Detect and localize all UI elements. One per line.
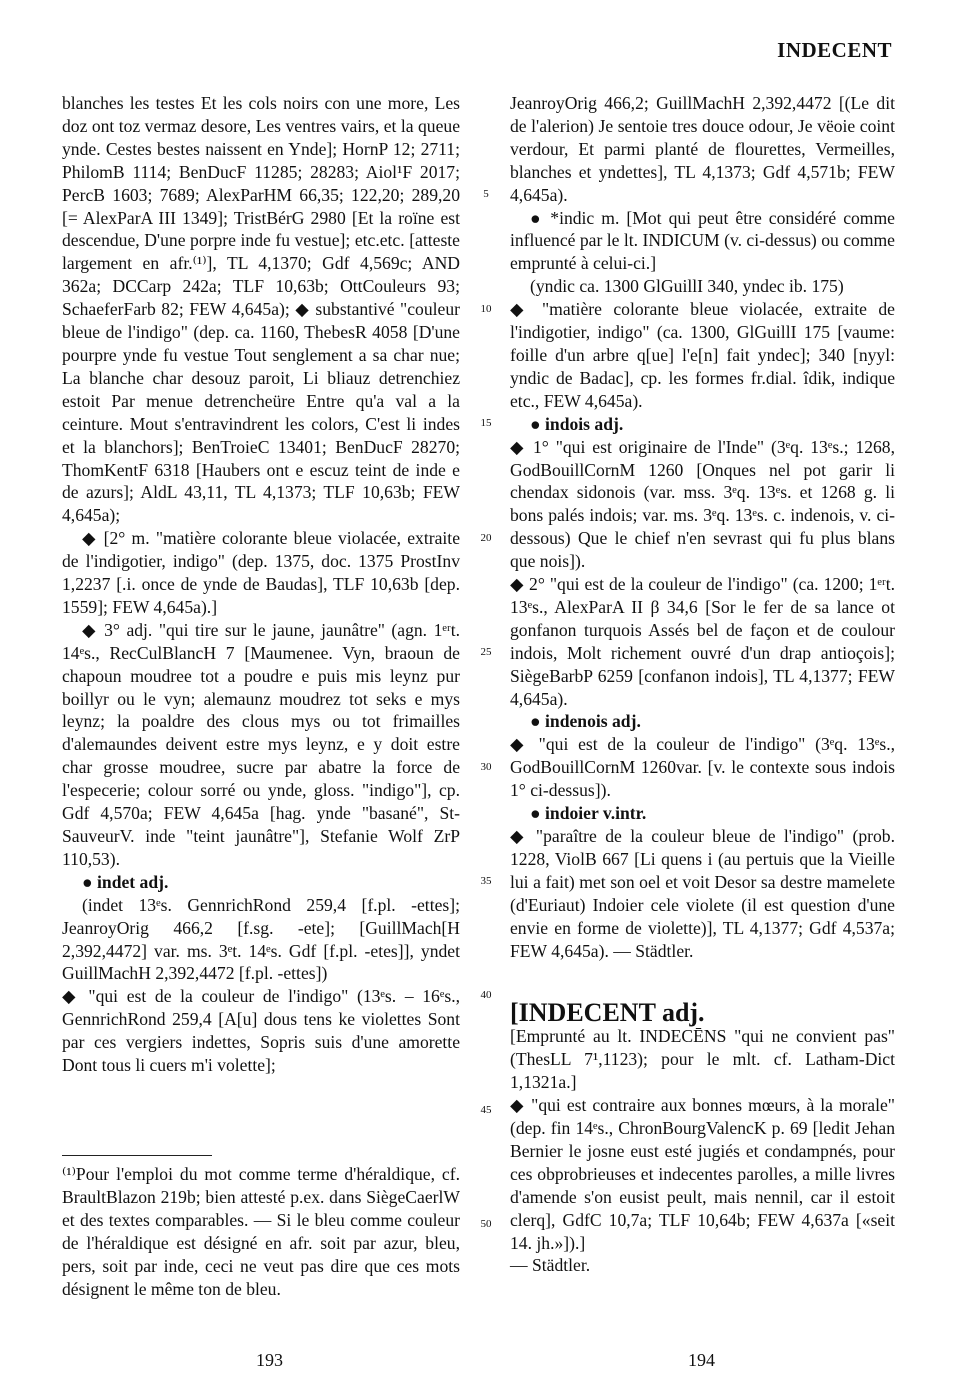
line-number: 45: [480, 1104, 492, 1116]
running-header: INDECENT: [777, 38, 892, 62]
entry-headword: ● indoier v.intr.: [530, 803, 647, 824]
line-number: 30: [480, 761, 492, 773]
line-number: 40: [480, 989, 492, 1001]
page-number-left: 193: [256, 1350, 283, 1370]
line-number: 10: [480, 303, 492, 315]
paragraph: ◆ 2° "qui est de la couleur de l'indigo" (ca. 1200; 1ᵉʳt. 13ᵉs., AlexParA II β 34,6 [Sor le fer de sa lance ot gonfanon turquois Assés bel de façon et de coulour indois, Molt richement ouvré d'un drap antioçois]; SiègeBarbP 6259 [confanon indois], TL 4,1377; FEW 4,645a).: [510, 574, 895, 709]
paragraph: ◆ "qui est de la couleur de l'indigo" (3ᵉq. 13ᵉs., GodBouillCornM 1260var. [v. le contexte sous indois 1° ci-dessus]).: [510, 734, 895, 801]
page-number-right: 194: [688, 1350, 715, 1370]
paragraph: ◆ 3° adj. "qui tire sur le jaune, jaunâtre" (agn. 1ᵉʳt. 14ᵉs., RecCulBlancH 7 [Maumenee. Vyn, braoun de chapoun moudree tot a poudre e puis mis leynz pur boillyr ou le vyn; alemaunz moudrez tot seks e mys leynz; la poaldre des clous mys ou tot frimailles d'alemaundes deivent estre mys leynz, e y doit estre char grosse moudree, sucre par abatre la force de l'especerie; colour sorré ou ynde, gloss. "indigo"], cp. Gdf 4,570a; FEW 4,645a [hag. ynde "basané", St-SauveurV. inde "teint jaunâtre"], Stefanie Wolf ZrP 110,53).: [62, 619, 460, 869]
left-column: [62, 92, 460, 1077]
line-number: 20: [480, 532, 492, 544]
entry-headword: ● *indic m. [Mot qui peut être considéré comme influencé par le lt. INDICUM (v. ci-dessus) ou comme emprunté à celui-ci.]: [510, 207, 895, 274]
paragraph: ◆ "paraître de la couleur bleue de l'indigo" (prob. 1228, ViolB 667 [Li quens i (au pertuis que la Vieille lui a fait) met son oel et voit Desor sa destre mamelete (d'Euriaut) Indoier cele violete (il est question d'une envie en forme de violette)], TL 4,1377; Gdf 4,537a; FEW 4,645a). — Städtler.: [510, 826, 895, 961]
paragraph: blanches les testes Et les cols noirs con une more, Les doz ont toz vermaz desore, Les ventres vairs, et la queue ynde. Cestes bestes naissent en Ynde]; HornP 12; 2711; PhilomB 1114; BenDucF 11285; 28283; Aiol¹F 2017; PercB 1603; 7689; AlexParHM 66,35; 122,20; 289,20 [= AlexParA III 1349]; TristBérG 2980 [Et la roïne est descendue, D'une porpre inde fu vestue]; etc.etc. [atteste largement en afr.⁽¹⁾], TL 4,1370; Gdf 4,569c; AND 362a; DCCarp 242a; TLF 10,63b; OttCouleurs 93; SchaeferFarb 82; FEW 4,645a); ◆ substantivé "couleur bleue de l'indigo" (dep. ca. 1160, ThebesR 4058 [D'une pourpre ynde fu vestue Tout senglement a sa char nue; La blanche char desouz paroit, Li bliauz detrenchiez estoit Par menue detrencheüre Entre qu'a val a la ceinture. Mout s'entravindrent les colors, C'est li indes et la blanchors]; BenTroieC 13401; BenDucF 28270; ThomKentF 6318 [Haubers ont e escuz teint de inde e de azurs]; AldL 43,11, TL 4,1373; TLF 10,63b; FEW 4,645a);: [62, 93, 460, 526]
paragraph: ◆ "matière colorante bleue violacée, extraite de l'indigotier, indigo" (ca. 1300, GlGuillI 175 [vaume: foille d'un arbre q[ue] l'e[n] fait yndec]; 340 [nyyl: yndic de Badac], cp. les formes fr.dial. îdik, indique etc., FEW 4,645a).: [510, 299, 895, 411]
line-number: 5: [483, 188, 489, 200]
paragraph: ◆ 1° "qui est originaire de l'Inde" (3ᵉq. 13ᵉs.; 1268, GodBouillCornM 1260 [Onques nel pot garir li chendax sidonois (var. mss. 3ᵉq. 13ᵉs. et 1268 g. li bons palés indois; var. ms. 3ᵉq. 13ᵉs. c. indenois, v. ci-dessous) Que le chief n'en sevrast qui fu plus blans que nois]).: [510, 436, 895, 572]
entry-headword: ● indet adj.: [82, 871, 169, 892]
entry-headword: ● indois adj.: [530, 413, 624, 434]
line-number: 15: [480, 417, 492, 429]
paragraph: (indet 13ᵉs. GennrichRond 259,4 [f.pl. -ettes]; JeanroyOrig 466,2 [f.sg. -ete]; [GuillMach[H 2,392,4472] var. ms. 3ᵉt. 14ᵉs. Gdf [f.pl. -etes]], yndet GuillMachH 2,392,4472 [f.pl. -ettes]): [62, 894, 460, 984]
paragraph: ◆ "qui est de la couleur de l'indigo" (13ᵉs. – 16ᵉs., GennrichRond 259,4 [A[u] dous tens ke violettes Sont par ces vergiers indettes, Sopris suis d'une amorette Dont tous li cuers m'i volette];: [62, 986, 460, 1076]
line-number: 50: [480, 1218, 492, 1230]
paragraph: (yndic ca. 1300 GlGuillI 340, yndec ib. 175): [530, 276, 844, 297]
entry-title: [INDECENT adj.: [510, 998, 705, 1028]
entry-headword: ● indenois adj.: [530, 711, 641, 732]
paragraph: ◆ [2° m. "matière colorante bleue violacée, extraite de l'indigotier, indigo" (dep. 1375, doc. 1375 ProstInv 1,2237 [.i. once de ynde de Baudas], TLF 10,63b [dep. 1559]; FEW 4,645a).]: [62, 528, 460, 617]
signature: — Städtler.: [510, 1255, 591, 1276]
paragraph: [Emprunté au lt. INDECĒNS "qui ne convient pas" (ThesLL 7¹,1123); pour le mlt. cf. Latham-Dict 1,1321a.]: [510, 1026, 895, 1093]
line-number: 25: [480, 646, 492, 658]
paragraph: ◆ "qui est contraire aux bonnes mœurs, à la morale" (dep. fin 14ᵉs., ChronBourgValencK p. 69 [ledit Jehan Bernier le josne eust esté jugiés et condampnés, pour ces obprobrieuses et indecentes parolles, a mille livres d'amende s'on eusist peult, mais nennil, car il estoit clerq], GdfC 10,7a; TLF 10,64b; FEW 4,637a [«seit 14. jh.»]).]: [510, 1095, 895, 1253]
footnote: ⁽¹⁾Pour l'emploi du mot comme terme d'héraldique, cf. BraultBlazon 219b; bien attesté p.ex. dans SiègeCaerlW et des textes comparables. — Si le bleu comme couleur de l'héraldique est désigné en afr. soit par azur, bleu, pers, soit par inde, ceci ne veut pas dire que ces mots désignent le même ton de bleu.: [62, 1164, 460, 1299]
paragraph: JeanroyOrig 466,2; GuillMachH 2,392,4472 [(Le dit de l'alerion) Je sentoie tres douce odour, Je vëoie coint verdour, Et parmi planté de flourettes, Vermeilles, blanches et yndettes], TL 4,1373; Gdf 4,571b; FEW 4,645a).: [510, 93, 895, 205]
line-number: 35: [480, 875, 492, 887]
footnote-rule: [62, 1155, 212, 1156]
right-column: [510, 92, 895, 1277]
